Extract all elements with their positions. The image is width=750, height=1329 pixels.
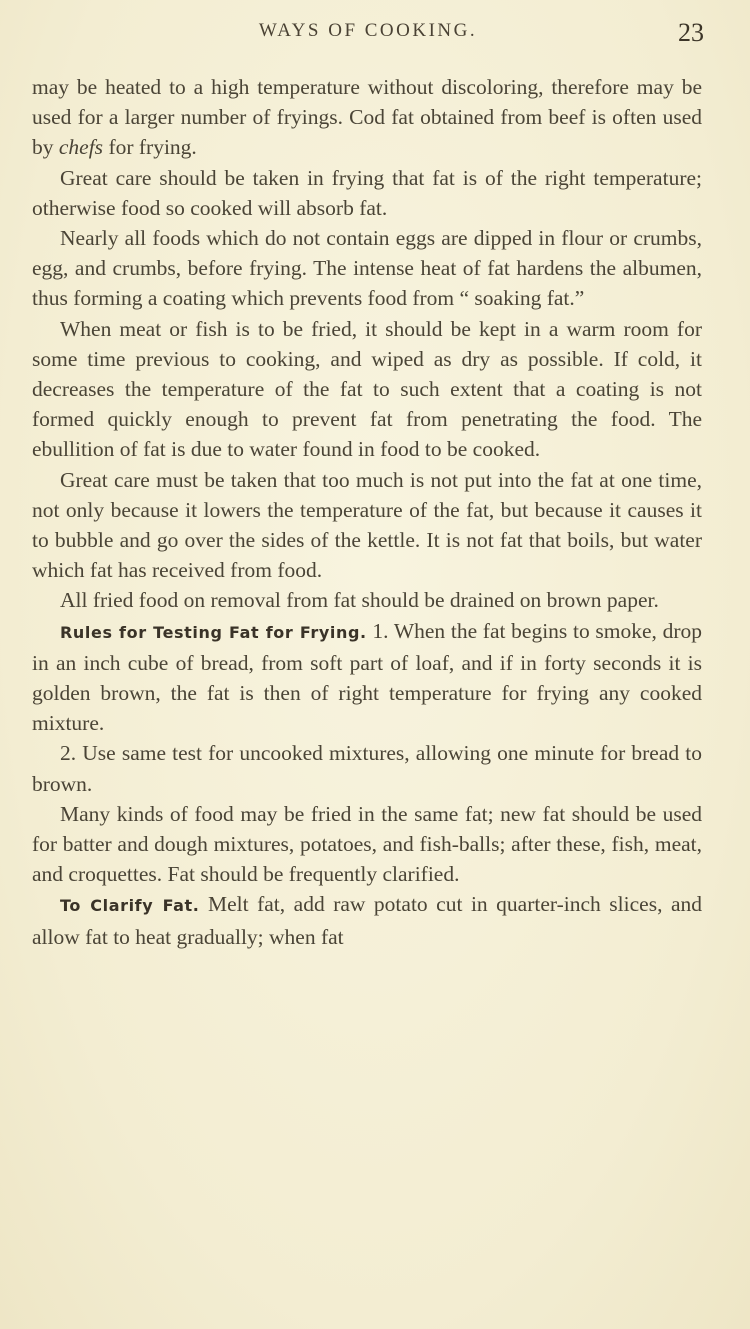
- paragraph-1: [32, 72, 702, 163]
- paragraph-4-text: When meat or fish is to be fried, it should be kept in a warm room for some time previous to cooking, and wiped as dry as possible. If cold, it decreases the temperature of the fat to such extent that a coating is not formed quickly enough to prevent fat from penetrating the food. The ebullition of fat is due to water found in food to be cooked.: [32, 316, 702, 462]
- page-number: 23: [678, 18, 704, 47]
- paragraph-9: [32, 799, 702, 890]
- paragraph-7: [32, 616, 702, 739]
- rules-for-testing-heading: Rules for Testing Fat for Frying.: [60, 622, 367, 642]
- paragraph-7-text: 1. When the fat begins to smoke, drop in an inch cube of bread, from soft part of loaf, and if in forty seconds it is golden brown, the fat is then of right temperature for frying any cooked mixture.: [32, 618, 703, 736]
- paragraph-5-text: Great care must be taken that too much is not put into the fat at one time, not only because it lowers the temperature of the fat, but because it causes it to bubble and go over the sides of the kettle. It is not fat that boils, but water which fat has received from food.: [32, 467, 702, 583]
- paragraph-9-text: Many kinds of food may be fried in the same fat; new fat should be used for batter and dough mixtures, potatoes, and fish-balls; after these, fish, meat, and croquettes. Fat should be frequently clarified.: [32, 801, 702, 887]
- paragraph-6-text: All fried food on removal from fat should be drained on brown paper.: [60, 588, 659, 613]
- page-header: [32, 20, 704, 50]
- paragraph-4: [32, 314, 702, 465]
- paragraph-3: [32, 223, 702, 314]
- paragraph-1-italic: chefs: [58, 135, 104, 160]
- paragraph-8: [32, 738, 702, 798]
- paragraph-5: [32, 465, 702, 586]
- paragraph-1-text-before: may be heated to a high temperature without discoloring, therefore may be used for a larger number of fryings. Cod fat obtained from beef is often used by: [32, 75, 702, 160]
- paragraph-10: [32, 889, 702, 951]
- paragraph-6: [32, 585, 702, 615]
- paragraph-2: [32, 163, 702, 223]
- paragraph-3-text: Nearly all foods which do not contain eggs are dipped in flour or crumbs, egg, and crumbs, before frying. The intense heat of fat hardens the albumen, thus forming a coating which prevents food from “ soaking fat.”: [32, 226, 702, 311]
- running-head: WAYS OF COOKING.: [258, 20, 478, 41]
- paragraph-8-text: 2. Use same test for uncooked mixtures, allowing one minute for bread to brown.: [32, 741, 702, 796]
- page-body: [32, 72, 702, 952]
- paragraph-1-text-after: for frying.: [103, 135, 197, 160]
- paragraph-2-text: Great care should be taken in frying that fat is of the right temperature; otherwise food so cooked will absorb fat.: [32, 165, 702, 220]
- paragraph-10-text: Melt fat, add raw potato cut in quarter-inch slices, and allow fat to heat gradually; when fat: [32, 892, 702, 949]
- to-clarify-fat-heading: To Clarify Fat.: [60, 896, 200, 916]
